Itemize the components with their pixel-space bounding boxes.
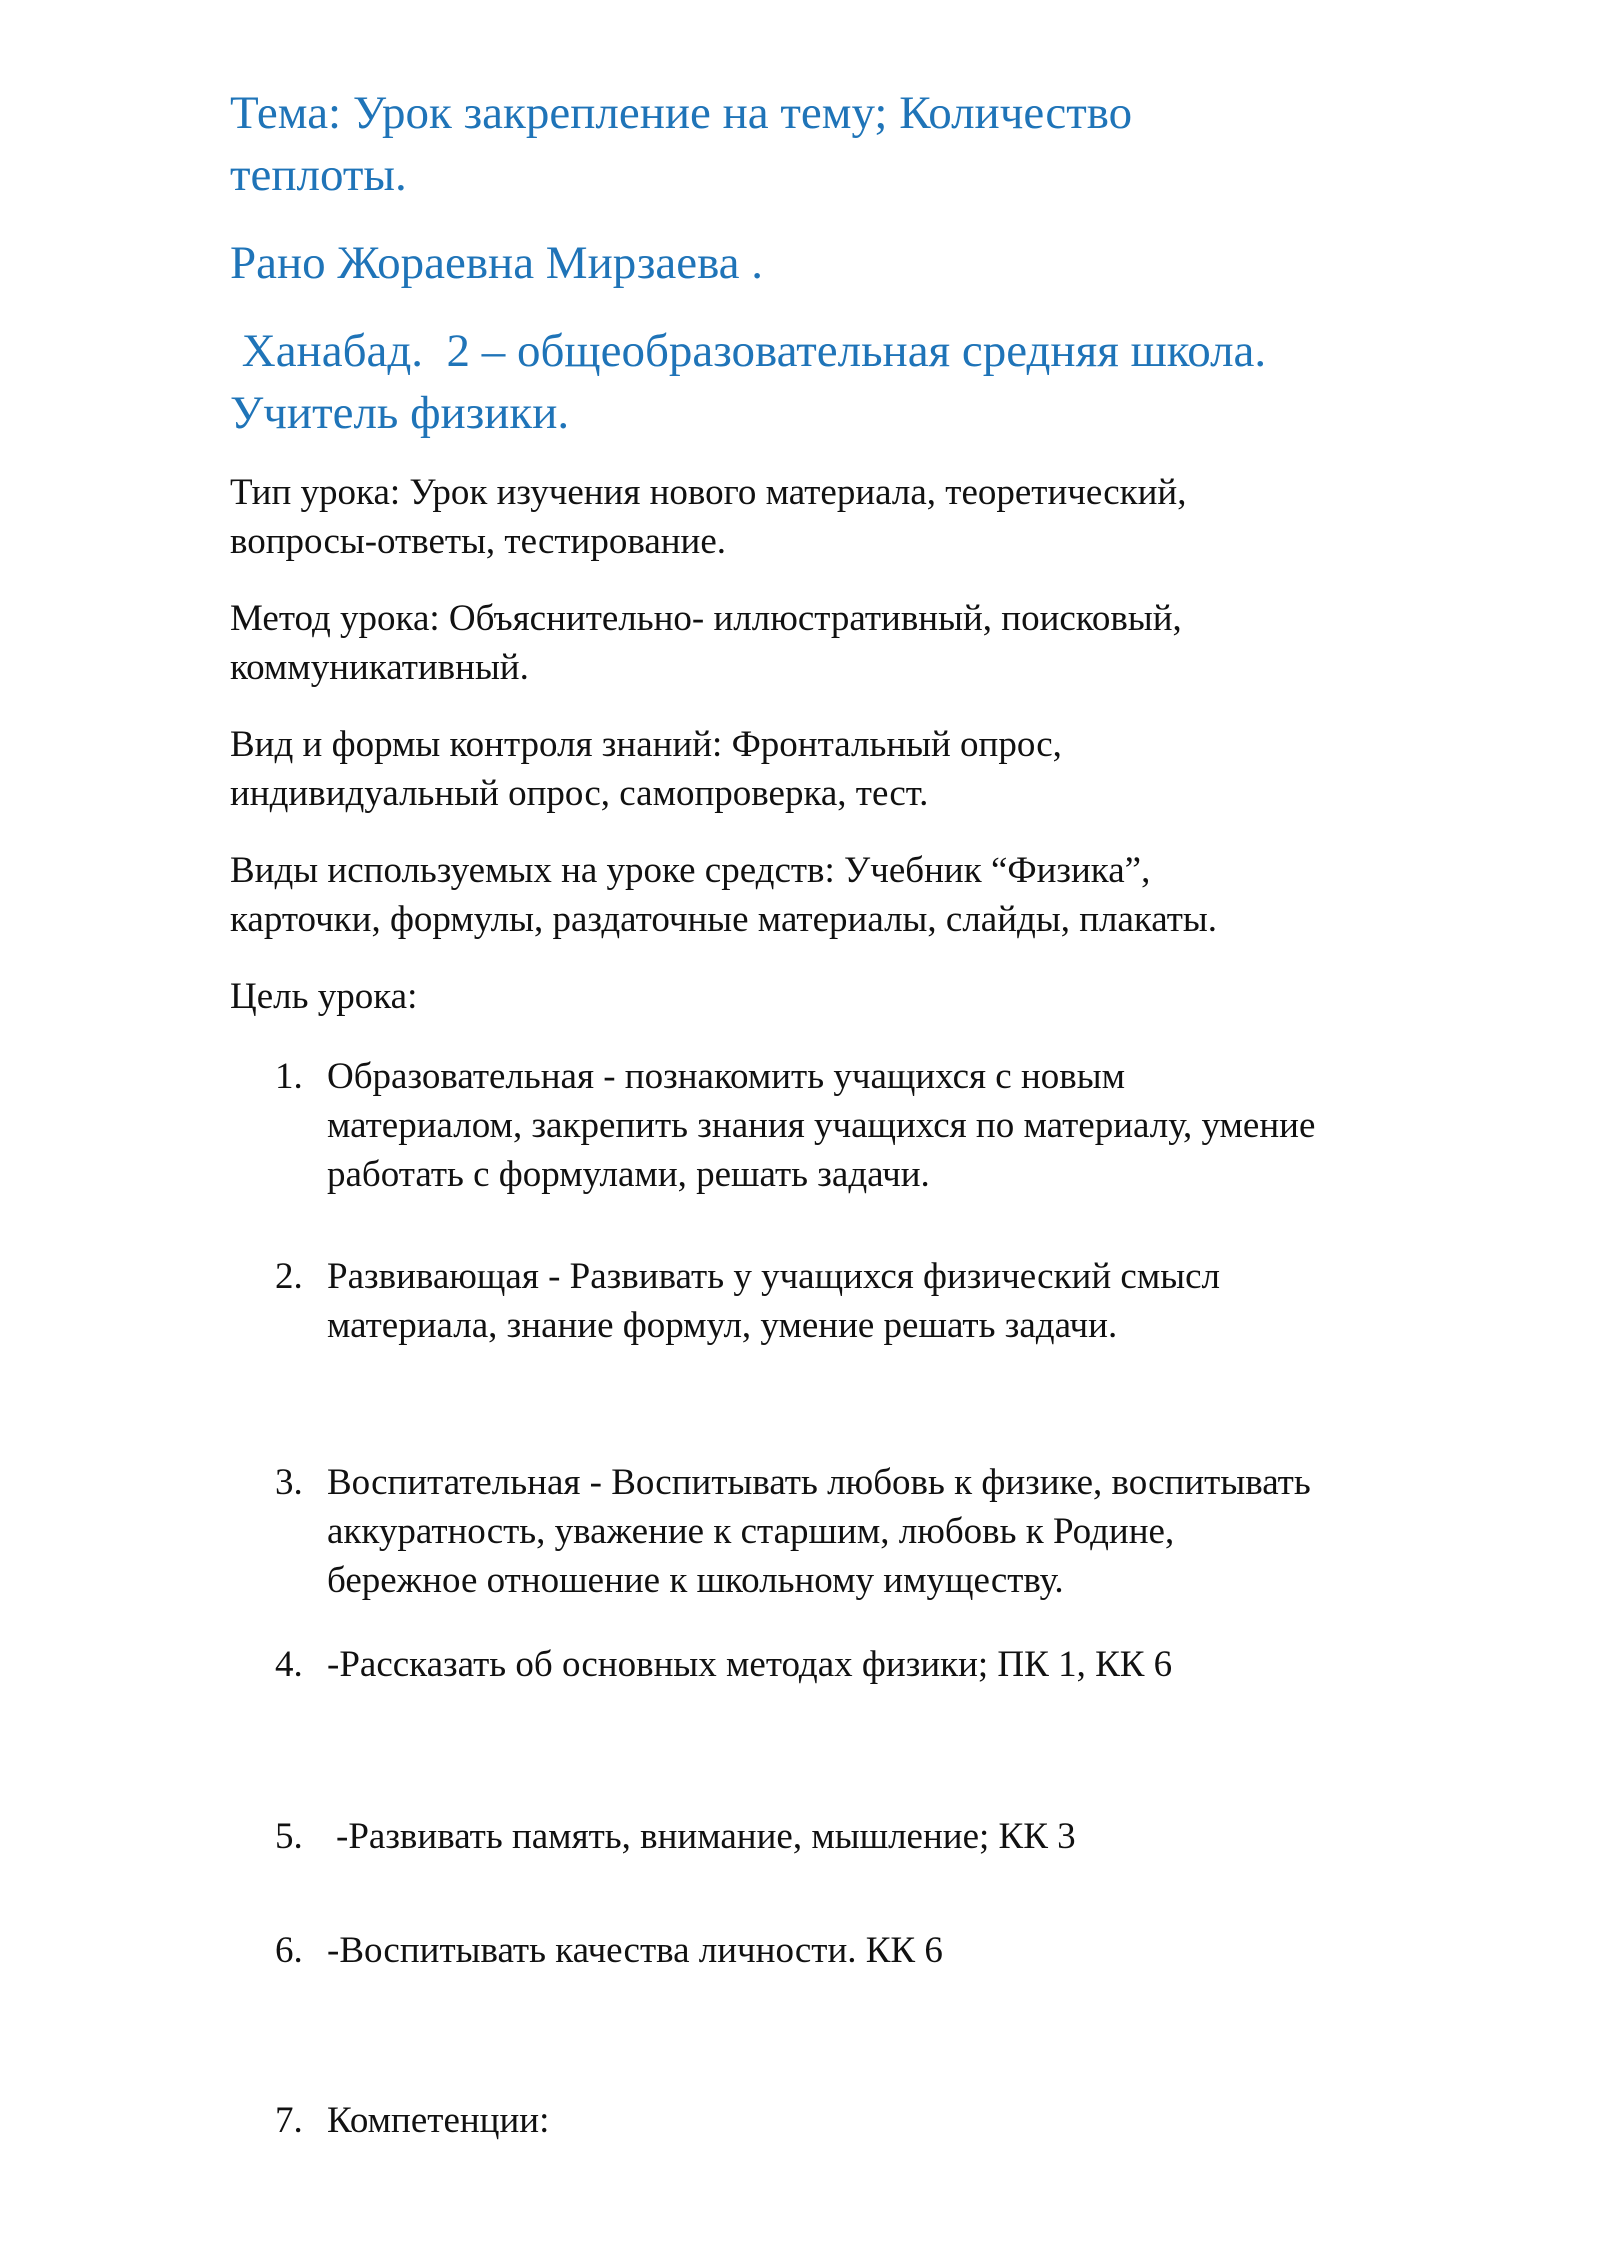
list-item-number: 6. bbox=[275, 1930, 303, 1971]
list-item-number: 3. bbox=[275, 1462, 303, 1503]
list-item-line: Воспитательная - Воспитывать любовь к физике, воспитывать bbox=[327, 1462, 1311, 1503]
lesson-topic bbox=[230, 82, 1132, 206]
lesson-topic-line: Тема: Урок закрепление на тему; Количество bbox=[230, 87, 1133, 139]
list-item-line: -Развивать память, внимание, мышление; КК 3 bbox=[336, 1816, 1076, 1857]
school-info bbox=[230, 320, 1266, 444]
list-item-line: материала, знание формул, умение решать задачи. bbox=[327, 1305, 1118, 1346]
list-item-number: 1. bbox=[275, 1056, 303, 1097]
goal-label: Цель урока: bbox=[230, 976, 418, 1017]
list-item-line: Образовательная - познакомить учащихся с новым bbox=[327, 1056, 1126, 1097]
list-item bbox=[275, 1458, 1311, 1605]
lesson-method-line: Метод урока: Объяснительно- иллюстративный, поисковый, bbox=[230, 598, 1182, 639]
list-item bbox=[275, 1812, 1076, 1861]
lesson-topic-line: теплоты. bbox=[230, 149, 407, 201]
lesson-type-line: вопросы-ответы, тестирование. bbox=[230, 521, 727, 562]
lesson-method-line: коммуникативный. bbox=[230, 647, 529, 688]
list-item-number: 7. bbox=[275, 2100, 303, 2141]
lesson-method bbox=[230, 594, 1182, 692]
list-item-line: -Воспитывать качества личности. КК 6 bbox=[327, 1930, 943, 1971]
list-item-line: материалом, закрепить знания учащихся по материалу, умение bbox=[327, 1105, 1316, 1146]
knowledge-control-line: индивидуальный опрос, самопроверка, тест. bbox=[230, 773, 929, 814]
school-info-line: Ханабад. 2 – общеобразовательная средняя школа. bbox=[230, 325, 1267, 377]
list-item-line: работать с формулами, решать задачи. bbox=[327, 1154, 930, 1195]
list-item-line: аккуратность, уважение к старшим, любовь к Родине, bbox=[327, 1511, 1175, 1552]
list-item bbox=[275, 1252, 1220, 1350]
knowledge-control bbox=[230, 720, 1062, 818]
lesson-type bbox=[230, 468, 1186, 566]
list-item-line: Компетенции: bbox=[327, 2100, 550, 2141]
school-info-line: Учитель физики. bbox=[230, 387, 570, 439]
author-name: Рано Жораевна Мирзаева . bbox=[230, 237, 764, 289]
lesson-type-line: Тип урока: Урок изучения нового материала, теоретический, bbox=[230, 472, 1187, 513]
list-item-line: Развивающая - Развивать у учащихся физический смысл bbox=[327, 1256, 1220, 1297]
list-item bbox=[275, 1926, 943, 1975]
lesson-tools-line: Виды используемых на уроке средств: Учебник “Физика”, bbox=[230, 850, 1151, 891]
list-item bbox=[275, 1052, 1315, 1199]
list-item-line: бережное отношение к школьному имуществу. bbox=[327, 1560, 1064, 1601]
list-item-number: 2. bbox=[275, 1256, 303, 1297]
lesson-tools-line: карточки, формулы, раздаточные материалы, слайды, плакаты. bbox=[230, 899, 1218, 940]
knowledge-control-line: Вид и формы контроля знаний: Фронтальный опрос, bbox=[230, 724, 1062, 765]
lesson-tools bbox=[230, 846, 1217, 944]
list-item-line: -Рассказать об основных методах физики; ПК 1, КК 6 bbox=[327, 1644, 1173, 1685]
list-item bbox=[275, 2096, 549, 2145]
list-item-number: 5. bbox=[275, 1816, 303, 1857]
list-item-number: 4. bbox=[275, 1644, 303, 1685]
list-item bbox=[275, 1640, 1172, 1689]
